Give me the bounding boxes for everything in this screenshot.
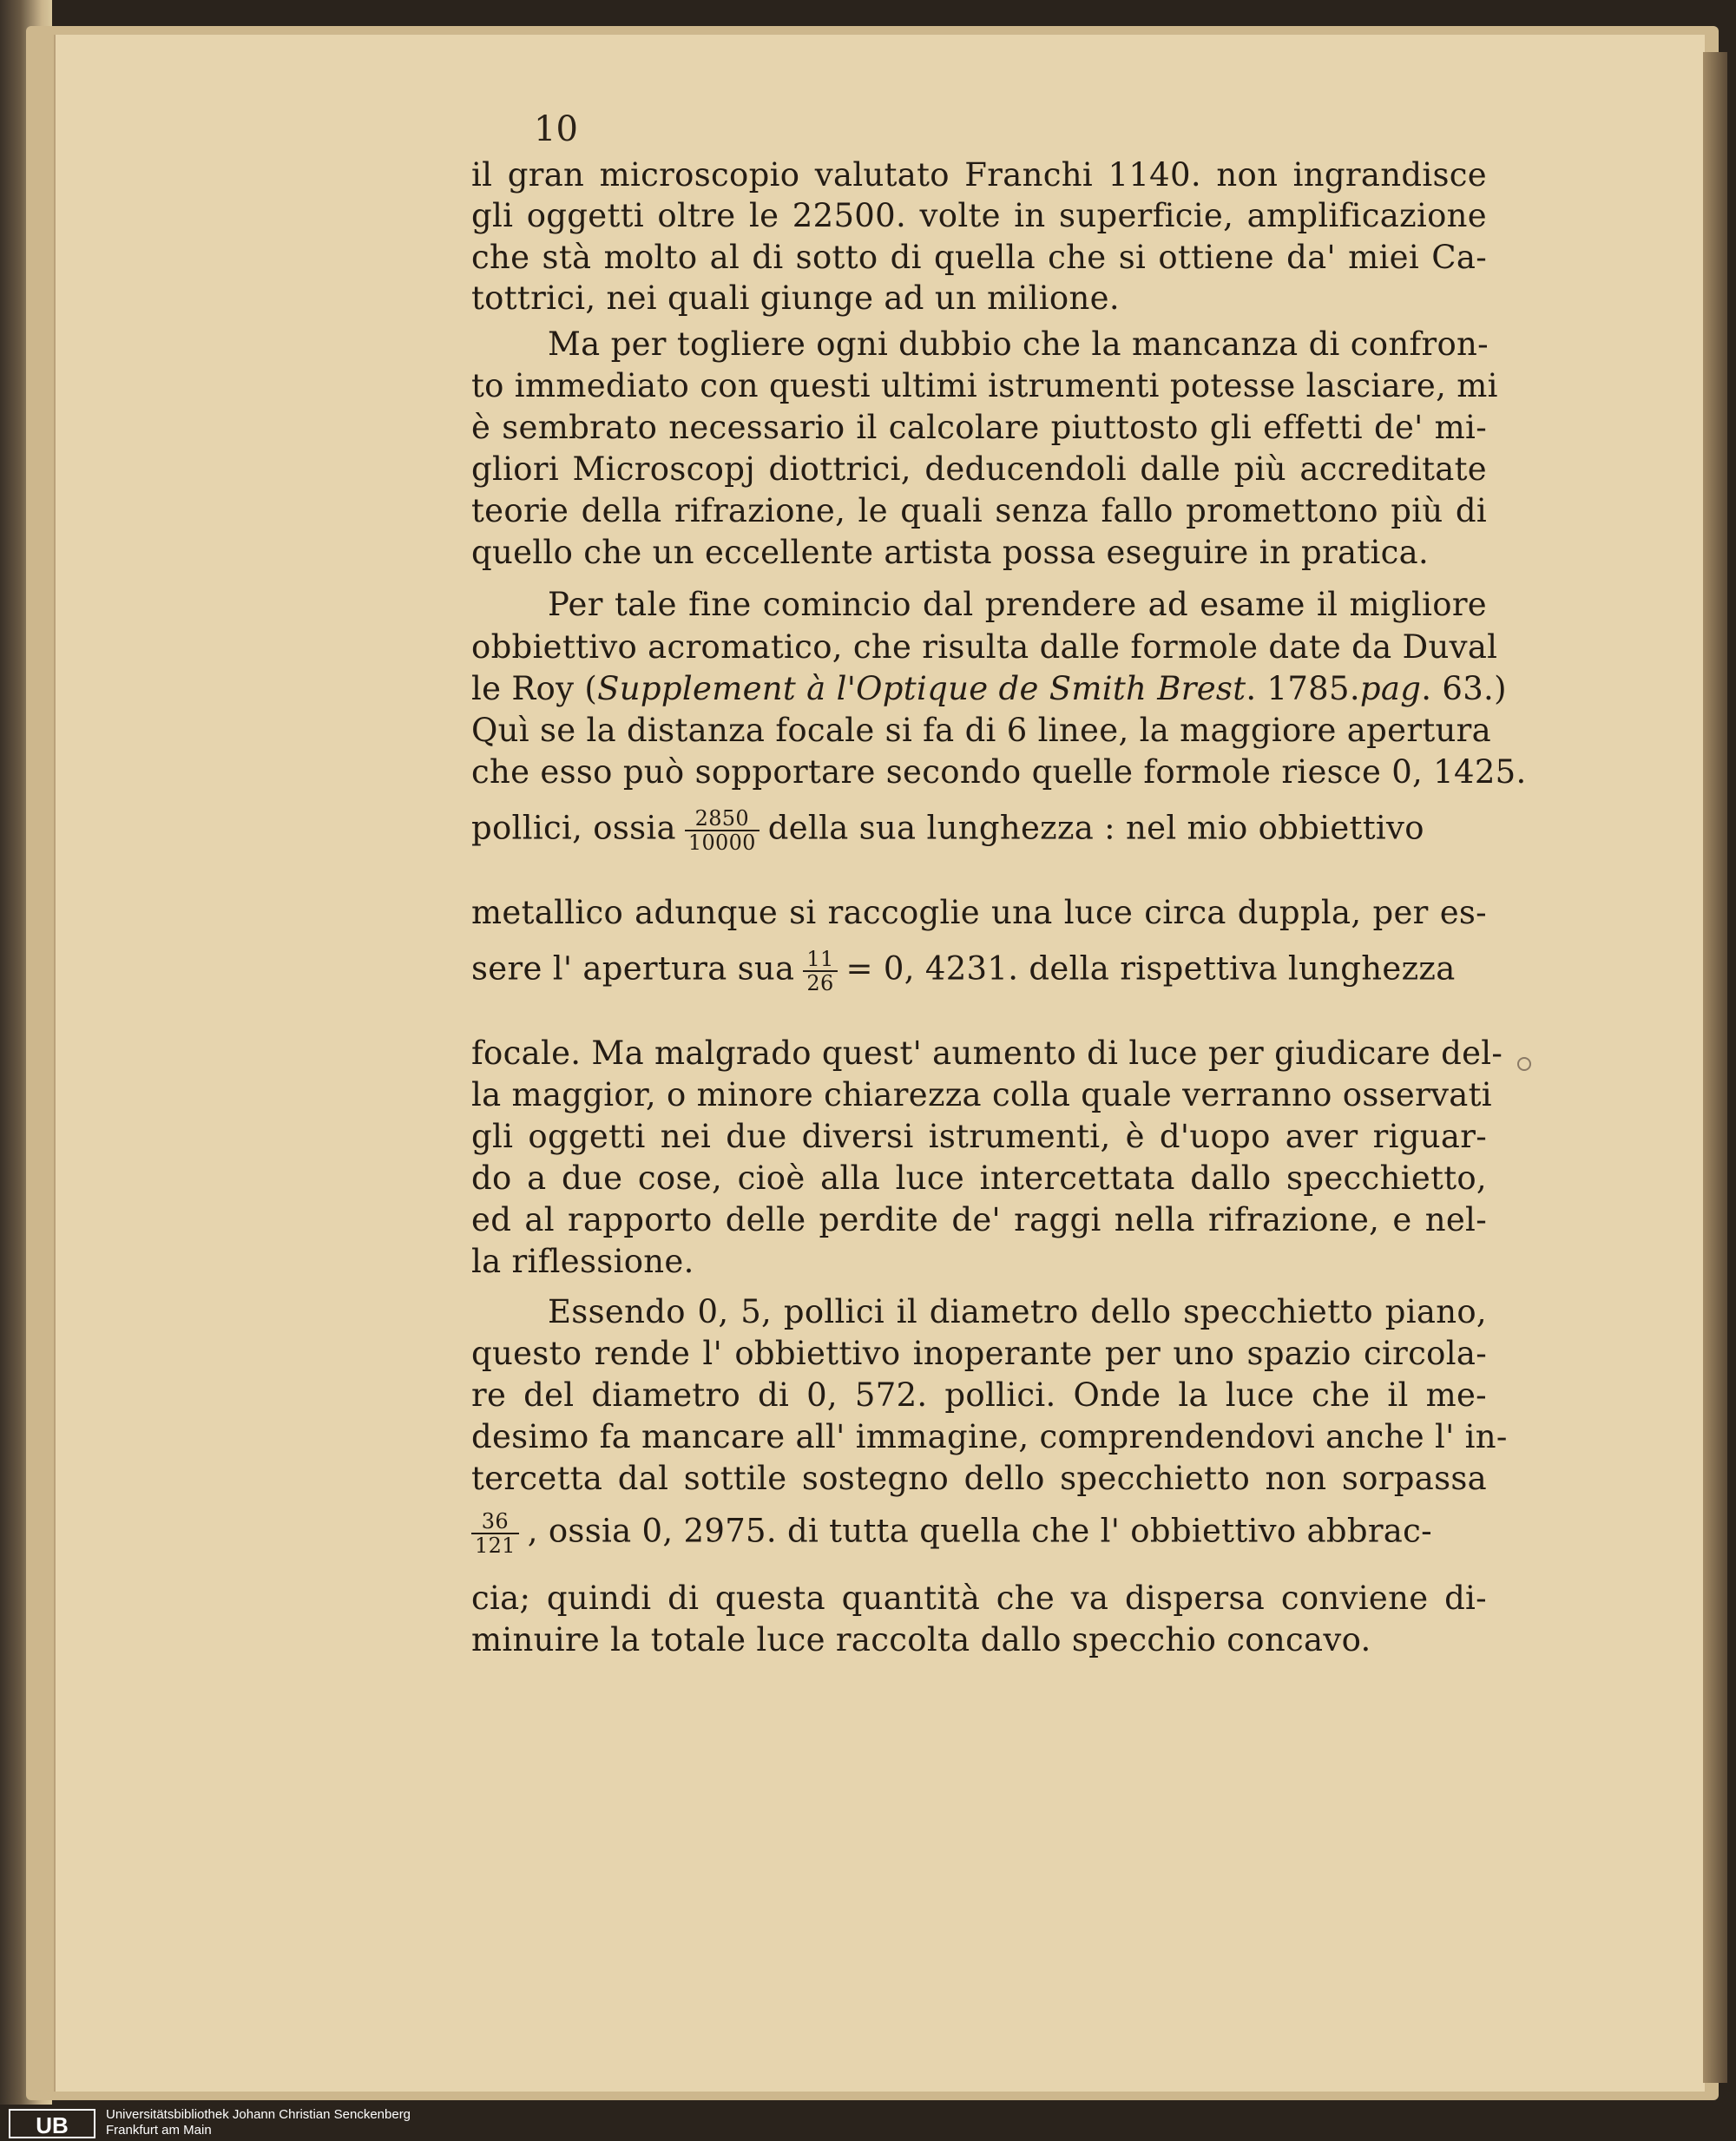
fraction-denominator: 10000 <box>687 831 756 855</box>
text-segment: pollici, ossia <box>471 809 676 847</box>
text-line: il gran microscopio valutato Franchi 1140. non ingrandisce <box>471 156 1487 194</box>
text-line: focale. Ma malgrado quest' aumento di luce per giudicare del- <box>471 1034 1503 1072</box>
text-line: do a due cose, cioè alla luce intercettata dallo specchietto, <box>471 1159 1487 1197</box>
text-line: re del diametro di 0, 572. pollici. Onde la luce che il me- <box>471 1376 1487 1414</box>
text-line: questo rende l' obbiettivo inoperante per uno spazio circola- <box>471 1335 1487 1372</box>
text-line: Quì se la distanza focale si fa di 6 linee, la maggiore apertura <box>471 712 1491 749</box>
text-line: cia; quindi di questa quantità che va dispersa conviene di- <box>471 1579 1487 1617</box>
text-line: la maggior, o minore chiarezza colla quale verranno osservati <box>471 1076 1492 1113</box>
text-line: teorie della rifrazione, le quali senza fallo promettono più di <box>471 492 1487 529</box>
fraction-11-26 <box>803 948 837 995</box>
fraction-2850-10000 <box>685 807 760 854</box>
fraction-numerator: 2850 <box>685 807 760 831</box>
library-logo: UB <box>9 2109 95 2138</box>
fraction-numerator: 11 <box>803 948 837 972</box>
text-line: tottrici, nei quali giunge ad un milione. <box>471 279 1120 317</box>
text-line: è sembrato necessario il calcolare piuttosto gli effetti de' mi- <box>471 409 1487 446</box>
text-line: che esso può sopportare secondo quelle formole riesce 0, 1425. <box>471 753 1527 791</box>
text-segment: , ossia 0, 2975. di tutta quella che l' obbiettivo abbrac- <box>527 1512 1432 1550</box>
citation-title: Supplement à l'Optique de Smith Brest <box>597 670 1246 707</box>
text-line: quello che un eccellente artista possa eseguire in pratica. <box>471 534 1430 571</box>
fraction-36-121 <box>471 1510 519 1557</box>
fraction-numerator: 36 <box>471 1510 519 1534</box>
text-line: Essendo 0, 5, pollici il diametro dello specchietto piano, <box>548 1293 1487 1330</box>
text-line: la riflessione. <box>471 1243 694 1280</box>
text-line: obbiettivo acromatico, che risulta dalle formole date da Duval <box>471 628 1498 666</box>
text-line: ed al rapporto delle perdite de' raggi nella rifrazione, e nel- <box>471 1201 1487 1238</box>
text-segment: sere l' apertura sua <box>471 949 795 988</box>
citation-prefix: le Roy ( <box>471 670 598 707</box>
text-line: Per tale fine comincio dal prendere ad esame il migliore <box>548 586 1487 623</box>
text-line: Ma per togliere ogni dubbio che la mancanza di confron- <box>548 325 1489 363</box>
text-line: gli oggetti nei due diversi istrumenti, è d'uopo aver riguar- <box>471 1118 1487 1155</box>
text-line-fraction <box>471 1510 1487 1557</box>
library-city: Frankfurt am Main <box>106 2123 212 2138</box>
text-line: minuire la totale luce raccolta dallo specchio concavo. <box>471 1621 1371 1658</box>
text-line: metallico adunque si raccoglie una luce circa duppla, per es- <box>471 894 1487 931</box>
text-line: che stà molto al di sotto di quella che si ottiene da' miei Ca- <box>471 239 1487 276</box>
text-segment: = 0, 4231. della rispettiva lunghezza <box>845 949 1456 988</box>
fraction-denominator: 26 <box>806 971 834 995</box>
text-line: tercetta dal sottile sostegno dello specchietto non sorpassa <box>471 1460 1487 1497</box>
text-line: desimo fa mancare all' immagine, comprendendovi anche l' in- <box>471 1418 1508 1455</box>
citation-year: . 1785. <box>1246 670 1360 707</box>
page-number: 10 <box>534 109 578 149</box>
text-line-fraction <box>471 948 1487 995</box>
text-line: gli oggetti oltre le 22500. volte in superficie, amplificazione <box>471 197 1487 234</box>
text-line-citation <box>471 670 1507 707</box>
text-line-fraction <box>471 807 1487 854</box>
citation-pag: pag <box>1359 670 1422 707</box>
page-edge-right <box>1703 52 1727 2083</box>
text-line: gliori Microscopj diottrici, deducendoli dalle più accreditate <box>471 450 1487 488</box>
library-name: Universitätsbibliothek Johann Christian Senckenberg <box>106 2107 411 2122</box>
fraction-denominator: 121 <box>475 1534 516 1558</box>
citation-suffix: . 63.) <box>1421 670 1507 707</box>
punch-hole-mark <box>1517 1057 1531 1071</box>
library-credit <box>106 2107 411 2138</box>
text-segment: della sua lunghezza : nel mio obbiettivo <box>767 809 1424 847</box>
text-line: to immediato con questi ultimi istrumenti potesse lasciare, mi <box>471 367 1498 404</box>
